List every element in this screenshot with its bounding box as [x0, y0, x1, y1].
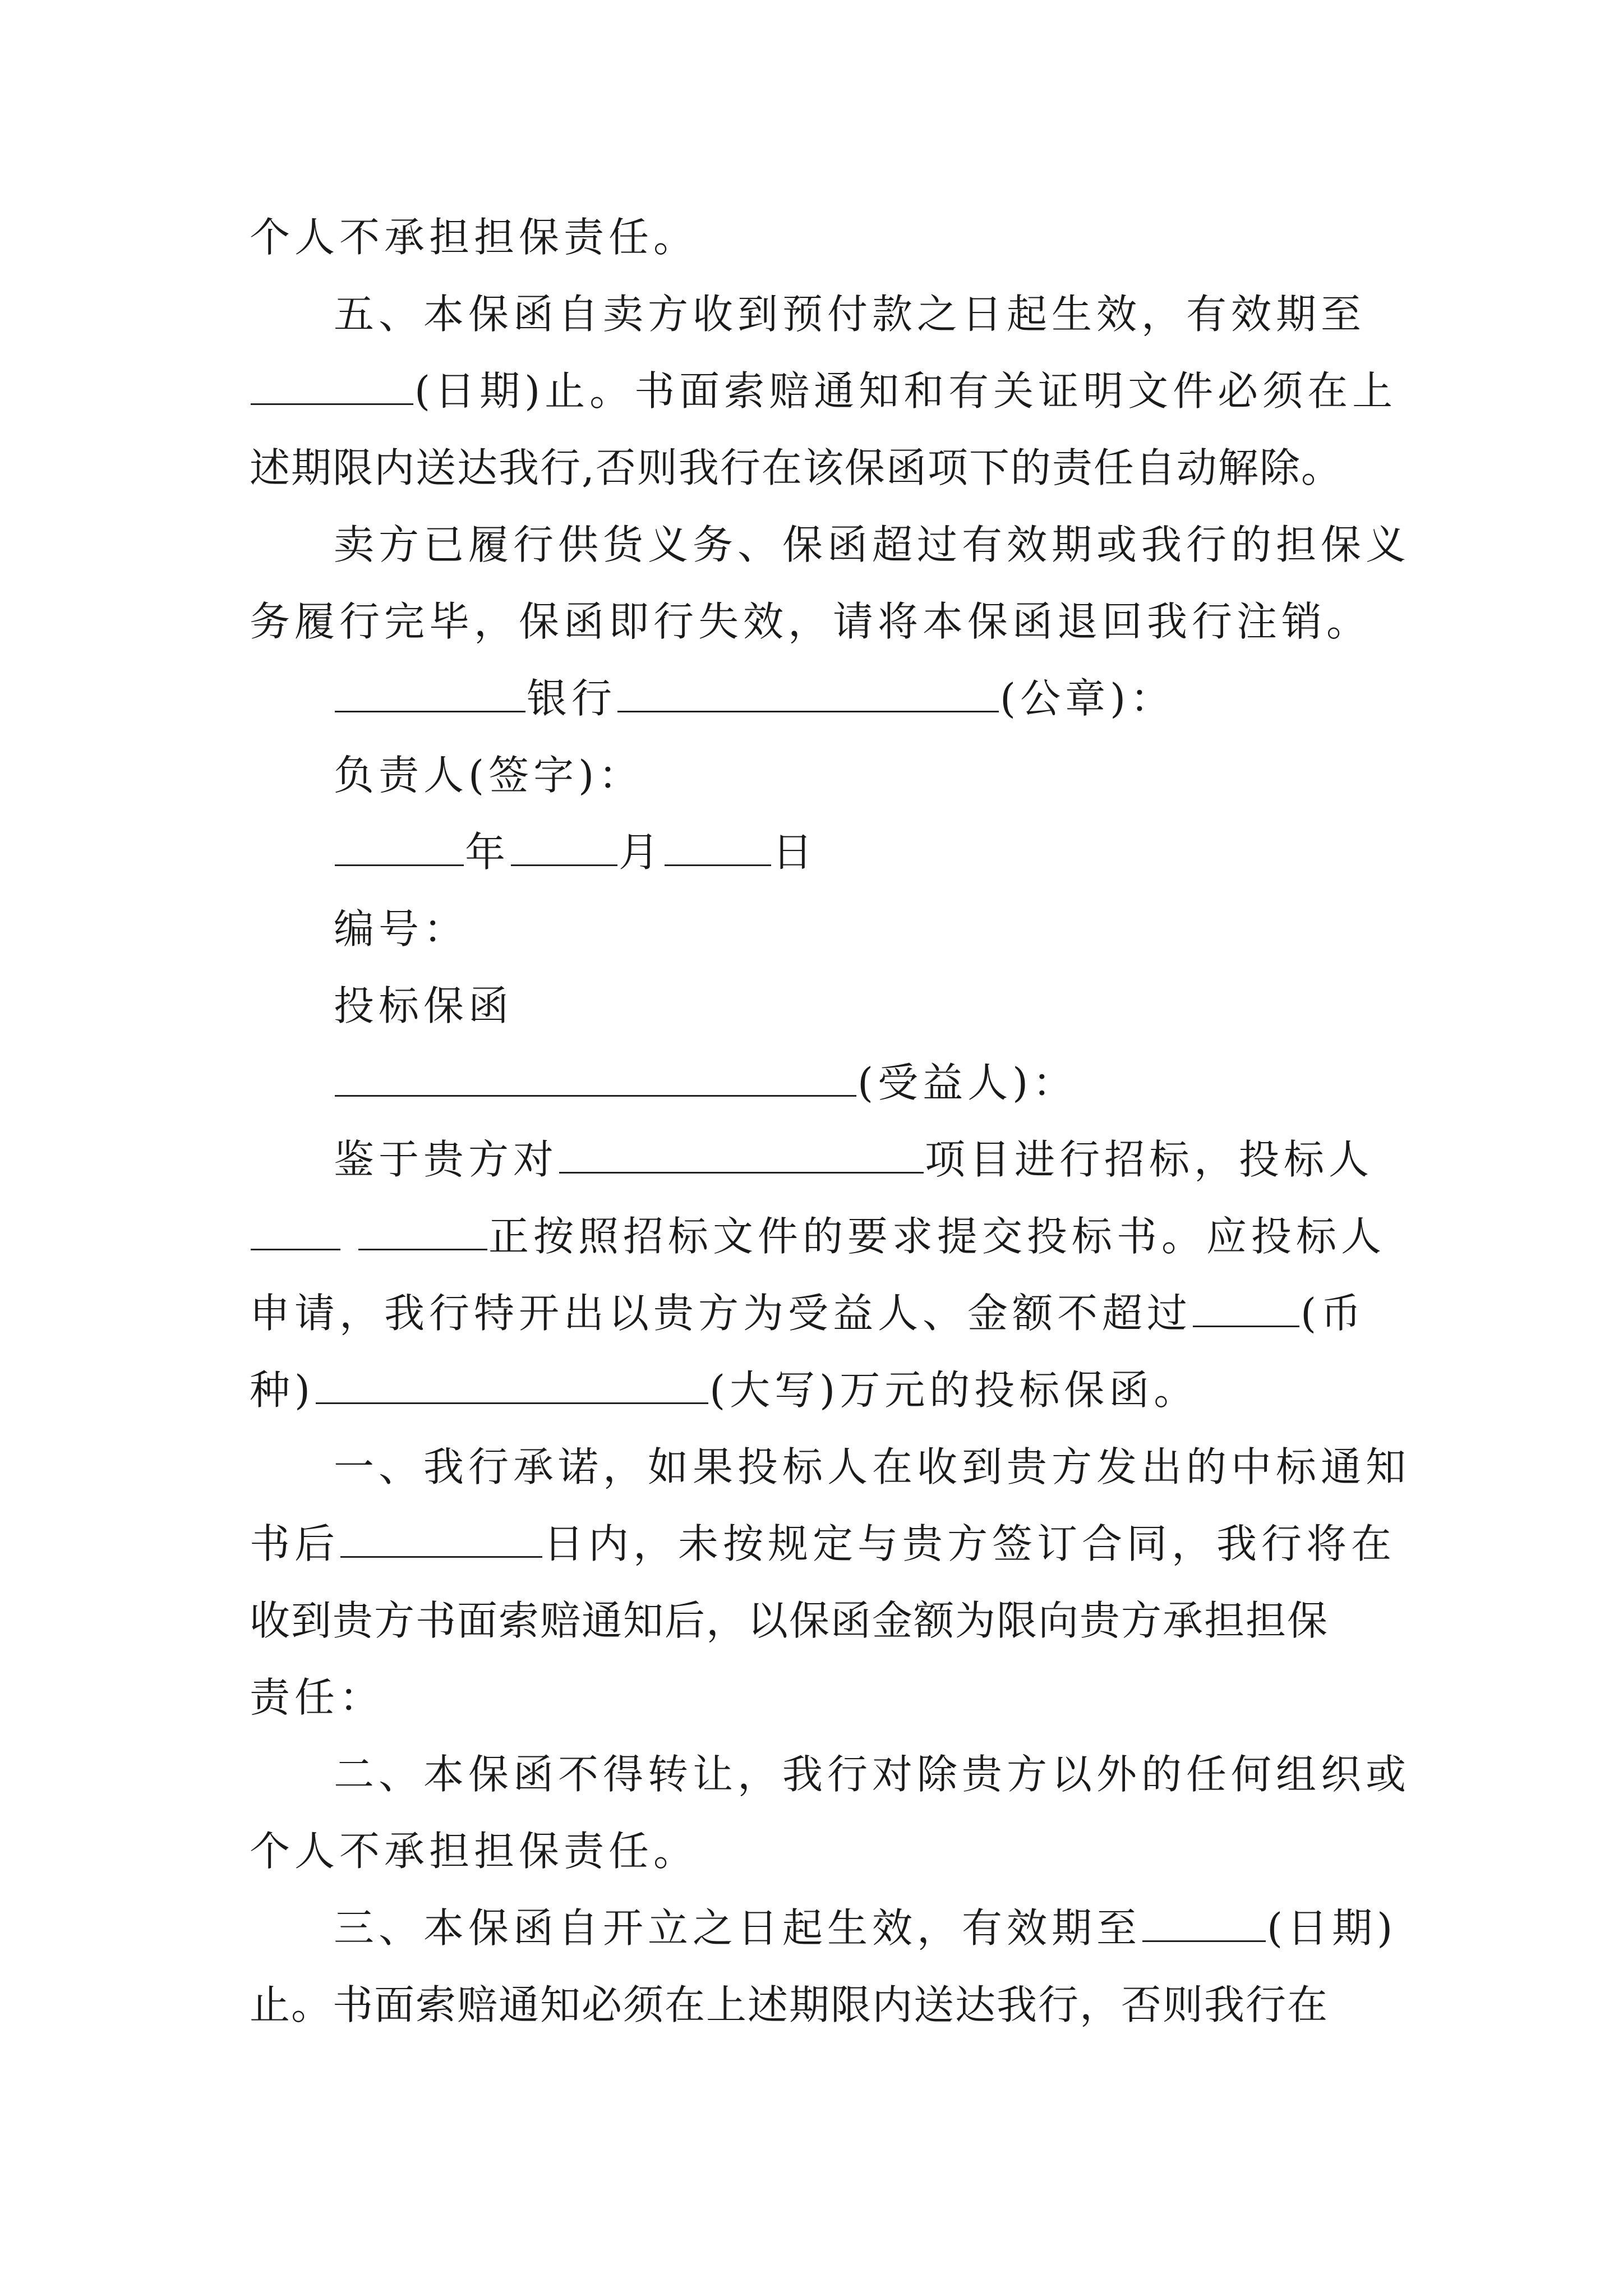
fill-blank: [617, 676, 999, 712]
line-text: 日: [772, 829, 818, 876]
fill-blank: [335, 676, 525, 712]
line-text: (币: [1301, 1290, 1366, 1337]
line-text: 鉴于贵方对: [334, 1136, 559, 1183]
paragraph-line: [250, 1429, 1411, 1506]
fill-blank: [1193, 1291, 1299, 1327]
line-text: 二、本保函不得转让，我行对除贵方以外的任何组织或: [334, 1751, 1411, 1798]
line-text: 银行: [527, 675, 617, 722]
line-text: 月: [619, 829, 664, 876]
bank-seal-line: [250, 660, 1394, 737]
paragraph-line: [250, 199, 1394, 276]
paragraph-line: [250, 1506, 1394, 1582]
line-text: 项目进行招标，投标人: [925, 1136, 1374, 1183]
fill-blank: [335, 1060, 856, 1097]
line-text: 述期限内送达我行,否则我行在该保函项下的责任自动解除。: [250, 444, 1343, 491]
line-text: 三、本保函自开立之日起生效，有效期至: [334, 1904, 1142, 1952]
fill-blank: [511, 830, 617, 866]
section-title: [250, 968, 1394, 1045]
paragraph-line: [250, 353, 1398, 430]
paragraph-line: [250, 1659, 1394, 1736]
fill-blank: [1142, 1906, 1266, 1942]
line-text: 书后: [250, 1520, 340, 1567]
line-text: 个人不承担担保责任。: [250, 214, 699, 261]
fill-blank: [340, 1521, 542, 1558]
line-text: 种): [250, 1366, 315, 1414]
line-text: 一、我行承诺，如果投标人在收到贵方发出的中标通知: [334, 1443, 1411, 1490]
paragraph-line: [250, 1198, 1394, 1275]
paragraph-line: [250, 1813, 1394, 1890]
paragraph-line: [250, 1275, 1394, 1352]
paragraph-line: [250, 583, 1394, 660]
paragraph-line: [250, 1736, 1411, 1813]
line-text: 正按照招标文件的要求提交投标书。应投标人: [488, 1213, 1386, 1260]
paragraph-line: [250, 1890, 1398, 1967]
fill-blank: [251, 369, 413, 405]
line-text: 年: [465, 829, 510, 876]
line-text: 止。书面索赔通知必须在上述期限内送达我行，否则我行在: [250, 1981, 1329, 2028]
paragraph-line: [250, 430, 1394, 507]
line-text: 卖方已履行供货义务、保函超过有效期或我行的担保义: [334, 521, 1411, 568]
line-text: 责任：: [250, 1674, 385, 1721]
line-text: 投标保函: [334, 982, 514, 1029]
paragraph-line: [250, 1967, 1394, 2044]
fill-blank: [335, 830, 464, 866]
line-text: 个人不承担担保责任。: [250, 1828, 699, 1875]
paragraph-line: [250, 507, 1411, 583]
paragraph-line: [250, 1121, 1394, 1198]
line-text: 务履行完毕，保函即行失效，请将本保函退回我行注销。: [250, 598, 1372, 645]
document-body: [250, 199, 1411, 2044]
line-text: 申请，我行特开出以贵方为受益人、金额不超过: [250, 1290, 1192, 1337]
number-line: [250, 891, 1394, 968]
line-text: (大写)万元的投标保函。: [709, 1366, 1199, 1414]
beneficiary-line: [250, 1045, 1394, 1121]
line-text: (受益人)：: [857, 1059, 1078, 1106]
fill-blank: [316, 1368, 708, 1404]
date-line: [250, 814, 1394, 891]
line-text: 日内，未按规定与贵方签订合同，我行将在: [543, 1520, 1396, 1567]
paragraph-line: [250, 1352, 1394, 1429]
fill-blank: [559, 1137, 924, 1174]
line-text: 五、本保函自卖方收到预付款之日起生效，有效期至: [334, 291, 1366, 338]
paragraph-line: [250, 276, 1394, 353]
line-text: 收到贵方书面索赔通知后，以保函金额为限向贵方承担担保: [250, 1597, 1329, 1644]
fill-blank: [665, 830, 771, 866]
paragraph-line: [250, 1582, 1394, 1659]
signature-line: [250, 737, 1394, 814]
line-text: 负责人(签字)：: [334, 752, 644, 799]
line-text: 编号：: [334, 905, 469, 953]
line-text: (公章)：: [1000, 675, 1175, 722]
line-text: (日期)止。书面索赔通知和有关证明文件必须在上: [414, 367, 1398, 415]
fill-blank: [358, 1214, 487, 1250]
line-text: (日期): [1267, 1904, 1398, 1952]
fill-blank: [251, 1214, 340, 1250]
